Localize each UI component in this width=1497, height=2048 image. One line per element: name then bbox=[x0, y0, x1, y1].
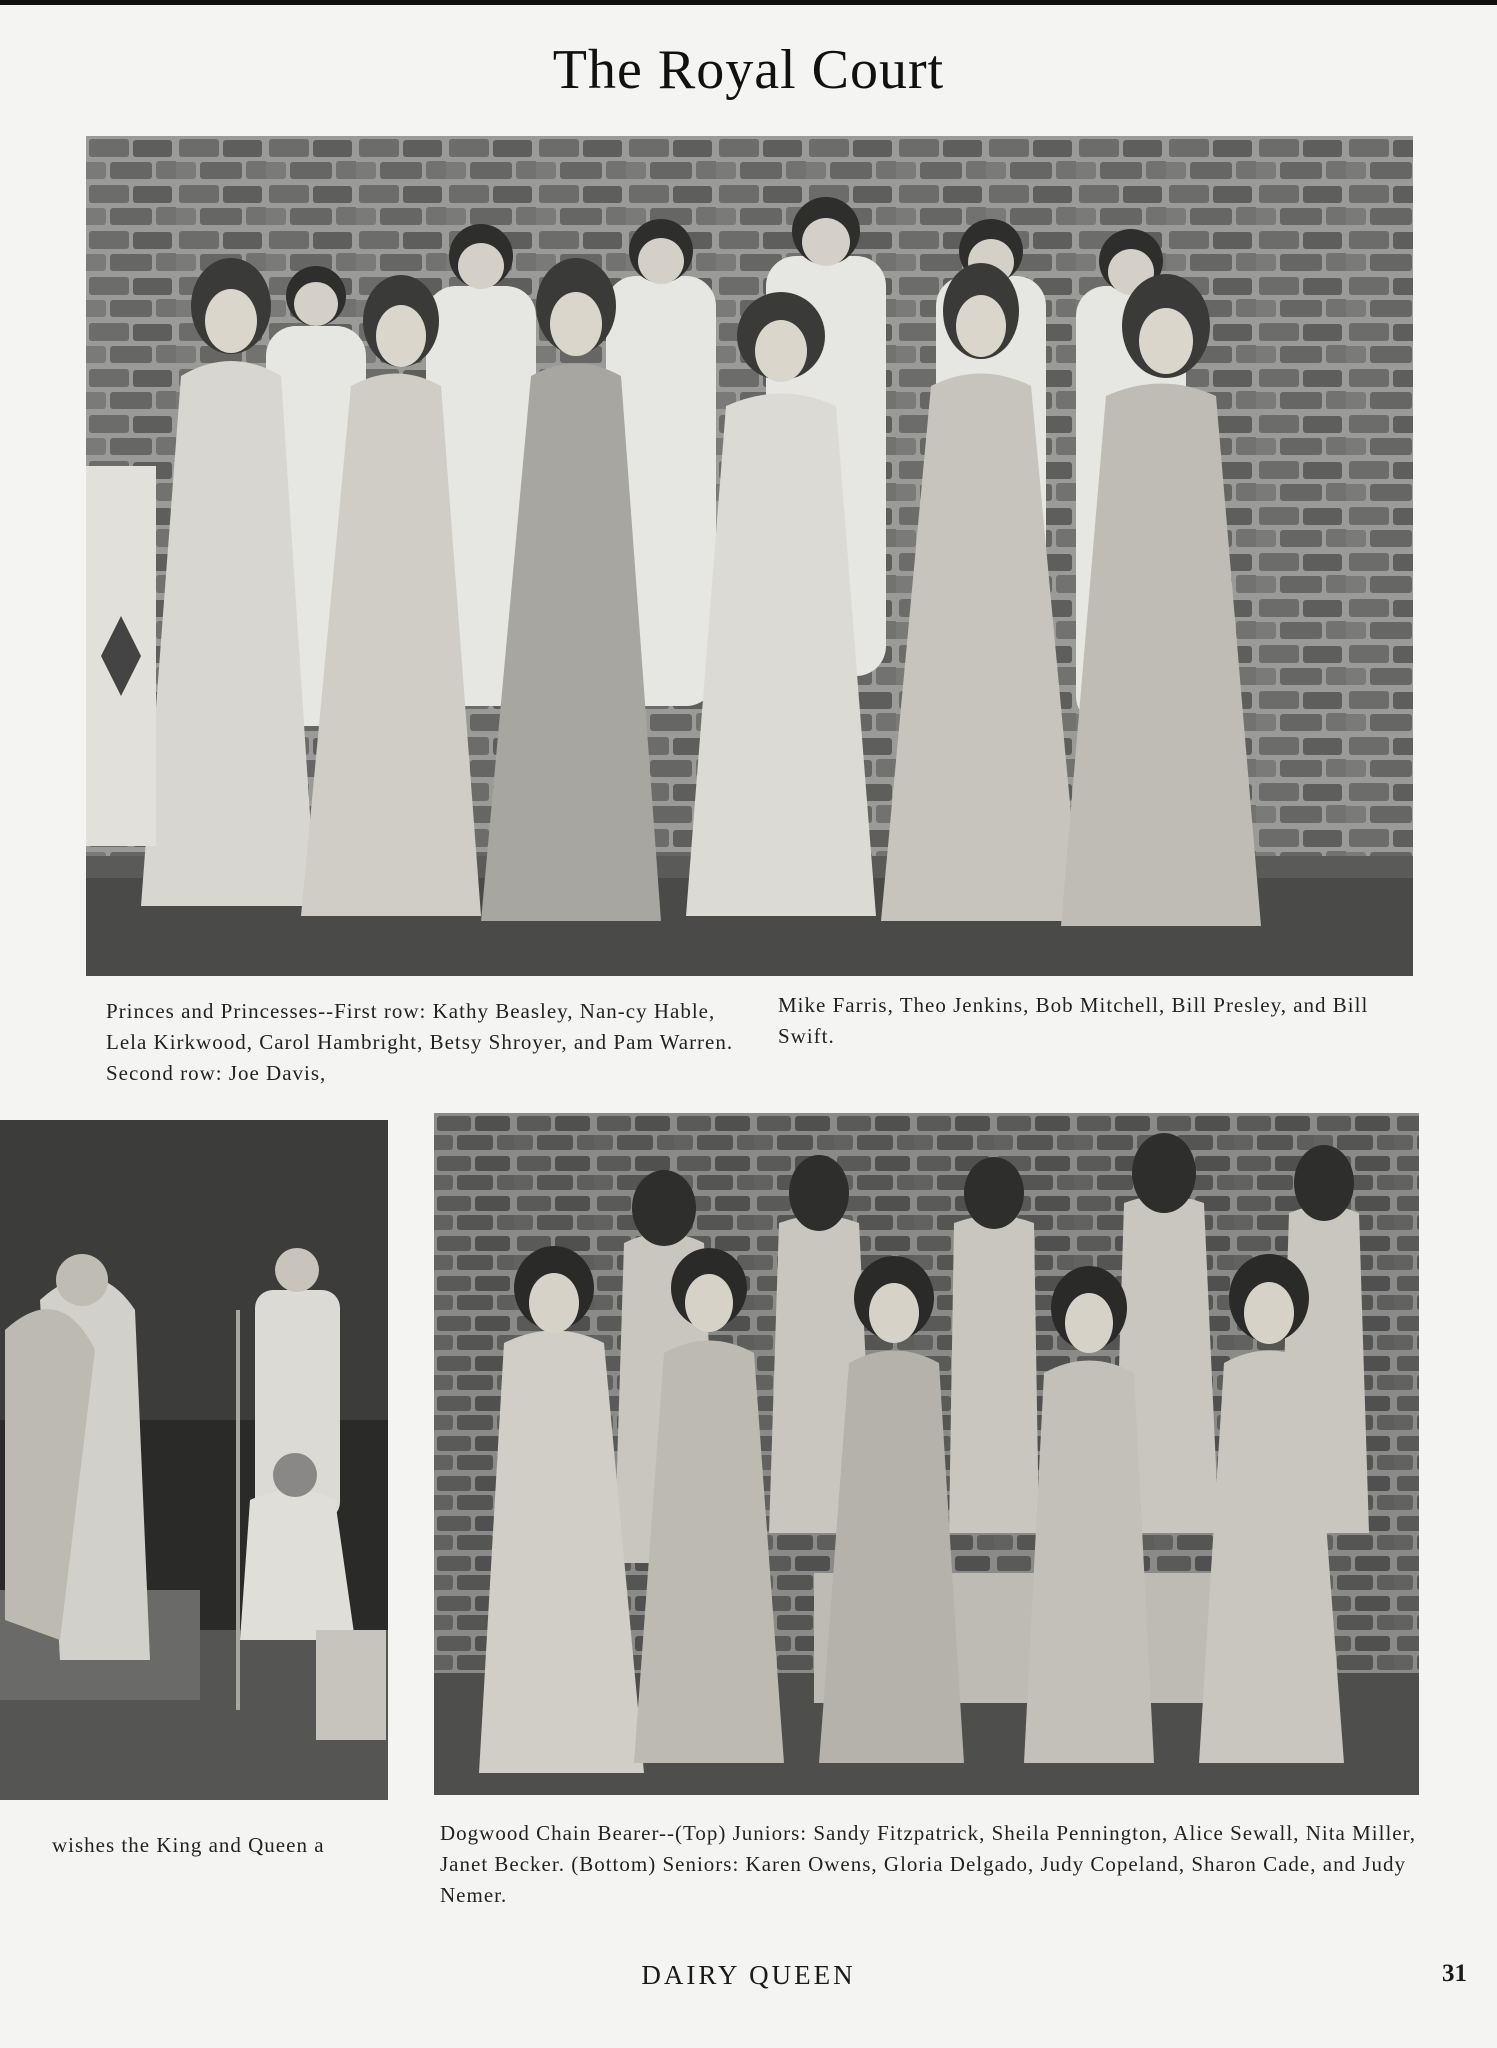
court-caption-right: Mike Farris, Theo Jenkins, Bob Mitchell, Bill Presley, and Bill Swift. bbox=[778, 993, 1369, 1048]
king-queen-photo bbox=[0, 1120, 388, 1800]
publication-footer: DAIRY QUEEN bbox=[641, 1960, 856, 1990]
court-caption-left: Princes and Princesses--First row: Kathy Beasley, Nan-cy Hable, Lela Kirkwood, Carol Hambright, Betsy Shroyer, and Pam Warren. Second row: Joe Davis, bbox=[106, 999, 734, 1085]
page-number: 31 bbox=[1442, 1960, 1467, 1987]
king-queen-caption: wishes the King and Queen a bbox=[52, 1833, 325, 1857]
page-title: The Royal Court bbox=[552, 39, 945, 101]
royal-court-photo bbox=[86, 136, 1413, 976]
page-top-edge bbox=[0, 0, 1497, 5]
chain-bearers-photo bbox=[434, 1113, 1419, 1795]
chain-bearers-caption: Dogwood Chain Bearer--(Top) Juniors: Sandy Fitzpatrick, Sheila Pennington, Alice Sewall, Nita Miller, Janet Becker. (Bottom) Seniors: Karen Owens, Gloria Delgado, Judy Copeland, Sharon Cade, and Judy Nemer. bbox=[440, 1821, 1417, 1907]
